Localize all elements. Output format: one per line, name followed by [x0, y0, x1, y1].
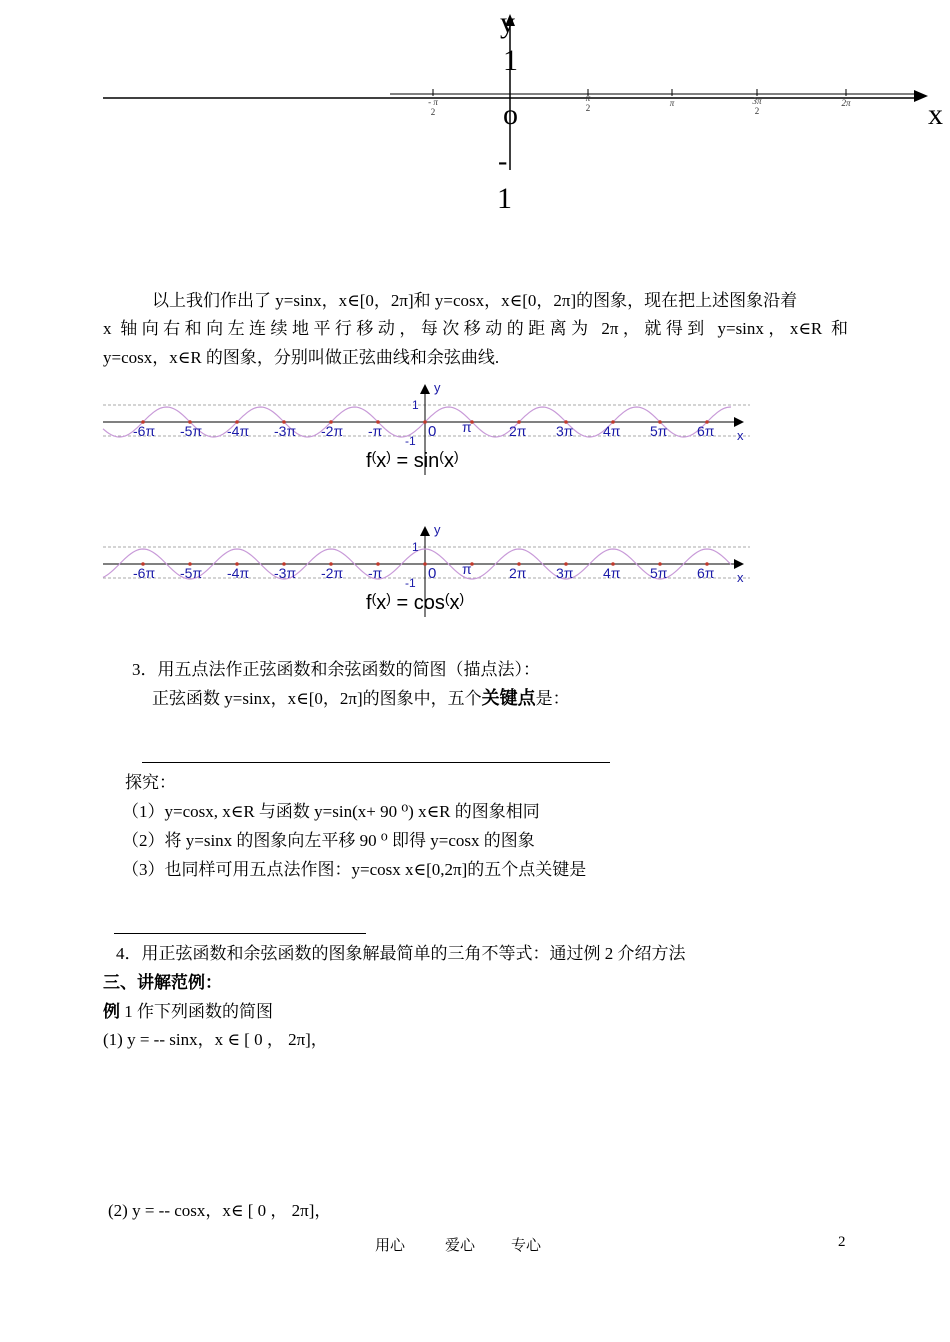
cos-zero-label: 0: [428, 565, 437, 582]
tick-neg-half-pi: - π 2: [428, 97, 438, 117]
axis-point: [423, 562, 427, 566]
y-tick-neg-sign: -: [498, 146, 508, 177]
sin_graph-tick-label: 2π: [509, 423, 527, 439]
cos_graph-tick-label: -2π: [321, 565, 344, 581]
cos_graph-tick-label: -5π: [180, 565, 203, 581]
sin_graph-tick-label: -π: [368, 423, 383, 439]
example-item-1: (1) y = -- sinx，x ∈ [ 0 ， 2π]，: [103, 1030, 328, 1049]
sin_graph-tick-label: -4π: [227, 423, 250, 439]
sin-x-label: x: [737, 428, 744, 443]
cos-formula: f(x) = cos(x): [366, 590, 465, 614]
cos_graph-tick-label: 3π: [556, 565, 574, 581]
sin_graph-tick-label: 3π: [556, 423, 574, 439]
sin-neg-one-label: -1: [405, 434, 416, 448]
cos-one-label: 1: [412, 540, 419, 554]
sin_graph-tick-label: 6π: [697, 423, 715, 439]
top-graph-axes: [0, 0, 950, 230]
cos_graph-tick-label: -π: [368, 565, 383, 581]
para1-line3: y=cosx，x∈R 的图象，分别叫做正弦曲线和余弦曲线.: [103, 348, 500, 367]
footer-motto-3: 专心: [511, 1238, 542, 1254]
answer-blank-line-2: [114, 933, 366, 934]
cos-y-label: y: [434, 522, 441, 537]
sin_graph-tick-label: π: [462, 419, 472, 435]
cos_graph-tick-label: 5π: [650, 565, 668, 581]
para1-line2: x 轴向右和向左连续地平行移动，每次移动的距离为 2π，就得到 y=sinx，x∈R 和: [103, 319, 848, 338]
sin_graph-tick-label: 4π: [603, 423, 621, 439]
y-tick-one: 1: [503, 44, 518, 77]
x-axis-label: x: [928, 98, 943, 131]
para1-line1: 以上我们作出了 y=sinx，x∈[0，2π]和 y=cosx，x∈[0，2π]的图象，现在把上述图象沿着: [152, 291, 798, 310]
sin_graph-tick-label: -2π: [321, 423, 344, 439]
cos-x-label: x: [737, 570, 744, 585]
footer-motto-2: 爱心: [445, 1238, 476, 1254]
cos_graph-tick-label: -4π: [227, 565, 250, 581]
tick-two-pi: 2π: [841, 98, 851, 108]
page-number: 2: [838, 1234, 846, 1250]
cos_graph-tick-label: -6π: [133, 565, 156, 581]
cos_graph-tick-label: 4π: [603, 565, 621, 581]
example-item-2: (2) y = -- cosx，x∈ [ 0 ， 2π]，: [108, 1201, 332, 1220]
sin_graph-tick-label: -5π: [180, 423, 203, 439]
cos_graph-tick-label: 6π: [697, 565, 715, 581]
axis-point: [423, 420, 427, 424]
section4: 4．用正弦函数和余弦函数的图象解最简单的三角不等式：通过例 2 介绍方法: [116, 944, 686, 963]
cos_graph-tick-label: -3π: [274, 565, 297, 581]
sin_graph-tick-label: -6π: [133, 423, 156, 439]
footer-motto-1: 用心: [375, 1238, 406, 1254]
sin-one-label: 1: [412, 398, 419, 412]
example1-heading: 例 1 作下列函数的简图: [103, 1002, 273, 1021]
tick-half-pi: π 2: [585, 93, 591, 113]
sin-y-label: y: [434, 380, 441, 395]
section3-line: 正弦函数 y=sinx，x∈[0，2π]的图象中，五个关键点是：: [152, 688, 570, 708]
tick-three-half-pi: 3π 2: [752, 96, 762, 116]
cos-neg-one-label: -1: [405, 576, 416, 590]
sin_graph-tick-label: -3π: [274, 423, 297, 439]
section3-title: 3．用五点法作正弦函数和余弦函数的简图（描点法）：: [132, 660, 540, 679]
sin_graph-tick-label: 5π: [650, 423, 668, 439]
origin-label: o: [503, 98, 518, 131]
explore-title: 探究：: [125, 773, 176, 792]
answer-blank-line-1: [142, 762, 610, 763]
explore-item-2: （2）将 y=sinx 的图象向左平移 90 ⁰ 即得 y=cosx 的图象: [122, 831, 535, 850]
sin-zero-label: 0: [428, 423, 437, 440]
cos_graph-tick-label: 2π: [509, 565, 527, 581]
section-examples-heading: 三、讲解范例：: [103, 973, 222, 992]
sin-formula: f(x) = sin(x): [366, 448, 459, 472]
explore-item-1: （1）y=cosx, x∈R 与函数 y=sin(x+ 90 ⁰) x∈R 的图象相同: [122, 802, 540, 821]
y-tick-neg-one: 1: [497, 182, 512, 215]
cos_graph-tick-label: π: [462, 561, 472, 577]
explore-item-3: （3）也同样可用五点法作图：y=cosx x∈[0,2π]的五个点关键是: [122, 860, 587, 879]
y-axis-label: y: [500, 6, 515, 39]
tick-pi: π: [669, 98, 675, 108]
